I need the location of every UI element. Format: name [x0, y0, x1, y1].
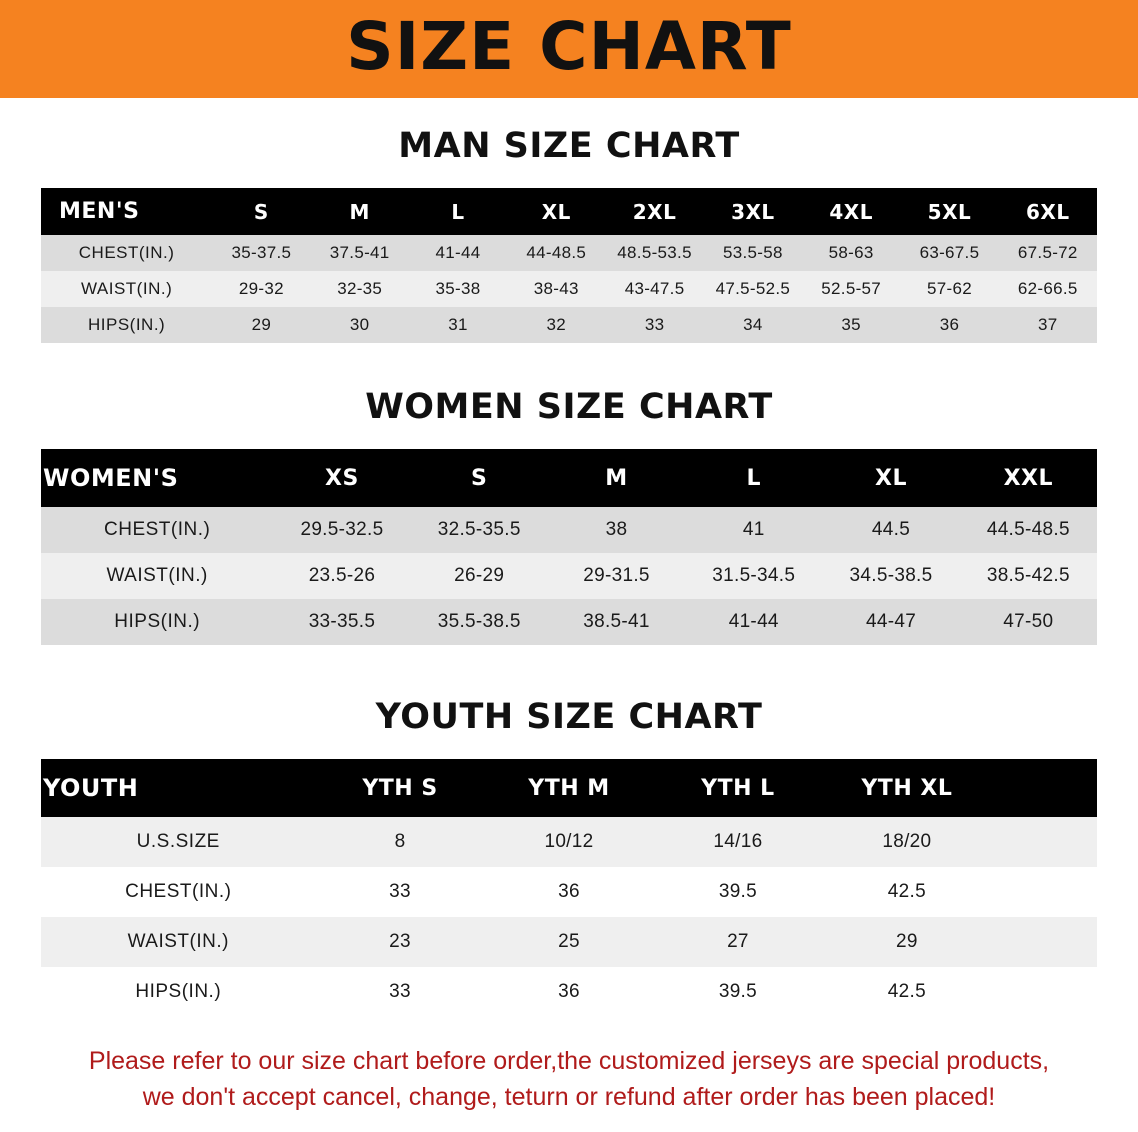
men-hips-5xl: 36: [900, 307, 998, 343]
women-waist-label: WAIST(IN.): [41, 553, 273, 599]
table-row: [41, 271, 1097, 307]
men-waist-label: WAIST(IN.): [41, 271, 212, 307]
youth-waist-yth-xl: 29: [822, 917, 991, 967]
youth-hips-yth-xl: 42.5: [822, 967, 991, 1017]
youth-waist-spacer: [991, 917, 1097, 967]
women-waist-xl: 34.5-38.5: [822, 553, 959, 599]
table-header-row: [41, 759, 1097, 817]
men-chest-5xl: 63-67.5: [900, 235, 998, 271]
table-row: [41, 867, 1097, 917]
women-chest-xxl: 44.5-48.5: [960, 507, 1097, 553]
women-col-xxl: XXL: [960, 449, 1097, 507]
youth-ussize-yth-m: 10/12: [485, 817, 654, 867]
youth-hips-yth-s: 33: [316, 967, 485, 1017]
table-row: [41, 553, 1097, 599]
men-waist-m: 32-35: [311, 271, 409, 307]
women-hips-xs: 33-35.5: [273, 599, 410, 645]
men-hips-l: 31: [409, 307, 507, 343]
youth-hips-spacer: [991, 967, 1097, 1017]
women-hips-xl: 44-47: [822, 599, 959, 645]
youth-section-title: YOUTH SIZE CHART: [375, 697, 763, 737]
disclaimer-line-1: Please refer to our size chart before order,the customized jerseys are special products,: [88, 1047, 1050, 1075]
men-col-s: S: [212, 188, 310, 235]
page-title: SIZE CHART: [346, 8, 792, 85]
women-hips-m: 38.5-41: [548, 599, 685, 645]
men-waist-2xl: 43-47.5: [605, 271, 703, 307]
youth-col-yth-s: YTH S: [316, 759, 485, 817]
men-hips-2xl: 33: [605, 307, 703, 343]
men-col-xl: XL: [507, 188, 605, 235]
youth-waist-label: WAIST(IN.): [41, 917, 316, 967]
women-waist-m: 29-31.5: [548, 553, 685, 599]
men-hips-6xl: 37: [999, 307, 1097, 343]
youth-col-yth-m: YTH M: [485, 759, 654, 817]
table-row: [41, 307, 1097, 343]
men-chest-4xl: 58-63: [802, 235, 900, 271]
table-row: [41, 235, 1097, 271]
youth-hips-label: HIPS(IN.): [41, 967, 316, 1017]
women-hips-s: 35.5-38.5: [411, 599, 548, 645]
men-waist-s: 29-32: [212, 271, 310, 307]
men-hips-m: 30: [311, 307, 409, 343]
men-waist-xl: 38-43: [507, 271, 605, 307]
women-chest-m: 38: [548, 507, 685, 553]
women-col-s: S: [411, 449, 548, 507]
men-col-5xl: 5XL: [900, 188, 998, 235]
men-hips-s: 29: [212, 307, 310, 343]
youth-waist-yth-m: 25: [485, 917, 654, 967]
men-waist-l: 35-38: [409, 271, 507, 307]
youth-chest-yth-l: 39.5: [653, 867, 822, 917]
men-waist-5xl: 57-62: [900, 271, 998, 307]
men-chest-label: CHEST(IN.): [41, 235, 212, 271]
women-waist-xs: 23.5-26: [273, 553, 410, 599]
page-header-banner: [0, 0, 1138, 98]
women-size-table: [41, 449, 1097, 645]
men-waist-3xl: 47.5-52.5: [704, 271, 802, 307]
men-col-3xl: 3XL: [704, 188, 802, 235]
women-col-m: M: [548, 449, 685, 507]
men-chest-m: 37.5-41: [311, 235, 409, 271]
women-waist-l: 31.5-34.5: [685, 553, 822, 599]
youth-ussize-yth-xl: 18/20: [822, 817, 991, 867]
men-waist-6xl: 62-66.5: [999, 271, 1097, 307]
table-header-row: [41, 188, 1097, 235]
men-hips-label: HIPS(IN.): [41, 307, 212, 343]
youth-waist-yth-l: 27: [653, 917, 822, 967]
women-section-title: WOMEN SIZE CHART: [365, 387, 773, 427]
disclaimer-note: [40, 1043, 1098, 1116]
women-col-xs: XS: [273, 449, 410, 507]
youth-chest-label: CHEST(IN.): [41, 867, 316, 917]
women-size-table-wrapper: [41, 449, 1097, 645]
men-chest-s: 35-37.5: [212, 235, 310, 271]
youth-size-table-wrapper: [41, 759, 1097, 1017]
youth-col-yth-xl: YTH XL: [822, 759, 991, 817]
men-col-m: M: [311, 188, 409, 235]
youth-chest-yth-xl: 42.5: [822, 867, 991, 917]
men-hips-3xl: 34: [704, 307, 802, 343]
men-chest-2xl: 48.5-53.5: [605, 235, 703, 271]
table-row: [41, 967, 1097, 1017]
men-row-header-label: MEN'S: [41, 188, 212, 235]
women-waist-xxl: 38.5-42.5: [960, 553, 1097, 599]
women-col-l: L: [685, 449, 822, 507]
youth-chest-spacer: [991, 867, 1097, 917]
youth-ussize-spacer: [991, 817, 1097, 867]
man-section-title: MAN SIZE CHART: [398, 126, 740, 166]
men-col-6xl: 6XL: [999, 188, 1097, 235]
youth-chest-yth-s: 33: [316, 867, 485, 917]
women-chest-xs: 29.5-32.5: [273, 507, 410, 553]
table-header-row: [41, 449, 1097, 507]
men-waist-4xl: 52.5-57: [802, 271, 900, 307]
man-size-table: [41, 188, 1097, 343]
youth-ussize-yth-l: 14/16: [653, 817, 822, 867]
men-chest-6xl: 67.5-72: [999, 235, 1097, 271]
women-hips-label: HIPS(IN.): [41, 599, 273, 645]
men-col-l: L: [409, 188, 507, 235]
women-col-xl: XL: [822, 449, 959, 507]
men-hips-4xl: 35: [802, 307, 900, 343]
youth-hips-yth-m: 36: [485, 967, 654, 1017]
table-row: [41, 917, 1097, 967]
youth-col-spacer: [991, 759, 1097, 817]
women-chest-l: 41: [685, 507, 822, 553]
youth-row-header-label: YOUTH: [41, 759, 316, 817]
youth-ussize-yth-s: 8: [316, 817, 485, 867]
women-chest-xl: 44.5: [822, 507, 959, 553]
table-row: [41, 507, 1097, 553]
disclaimer-line-2: we don't accept cancel, change, teturn or refund after order has been placed!: [142, 1083, 996, 1112]
men-col-2xl: 2XL: [605, 188, 703, 235]
men-hips-xl: 32: [507, 307, 605, 343]
table-row: [41, 599, 1097, 645]
women-chest-s: 32.5-35.5: [411, 507, 548, 553]
youth-waist-yth-s: 23: [316, 917, 485, 967]
youth-chest-yth-m: 36: [485, 867, 654, 917]
men-col-4xl: 4XL: [802, 188, 900, 235]
women-hips-xxl: 47-50: [960, 599, 1097, 645]
men-chest-3xl: 53.5-58: [704, 235, 802, 271]
youth-ussize-label: U.S.SIZE: [41, 817, 316, 867]
table-row: [41, 817, 1097, 867]
women-row-header-label: WOMEN'S: [41, 449, 273, 507]
men-chest-l: 41-44: [409, 235, 507, 271]
youth-size-table: [41, 759, 1097, 1017]
man-size-table-wrapper: [41, 188, 1097, 343]
women-chest-label: CHEST(IN.): [41, 507, 273, 553]
women-waist-s: 26-29: [411, 553, 548, 599]
youth-col-yth-l: YTH L: [653, 759, 822, 817]
men-chest-xl: 44-48.5: [507, 235, 605, 271]
women-hips-l: 41-44: [685, 599, 822, 645]
youth-hips-yth-l: 39.5: [653, 967, 822, 1017]
